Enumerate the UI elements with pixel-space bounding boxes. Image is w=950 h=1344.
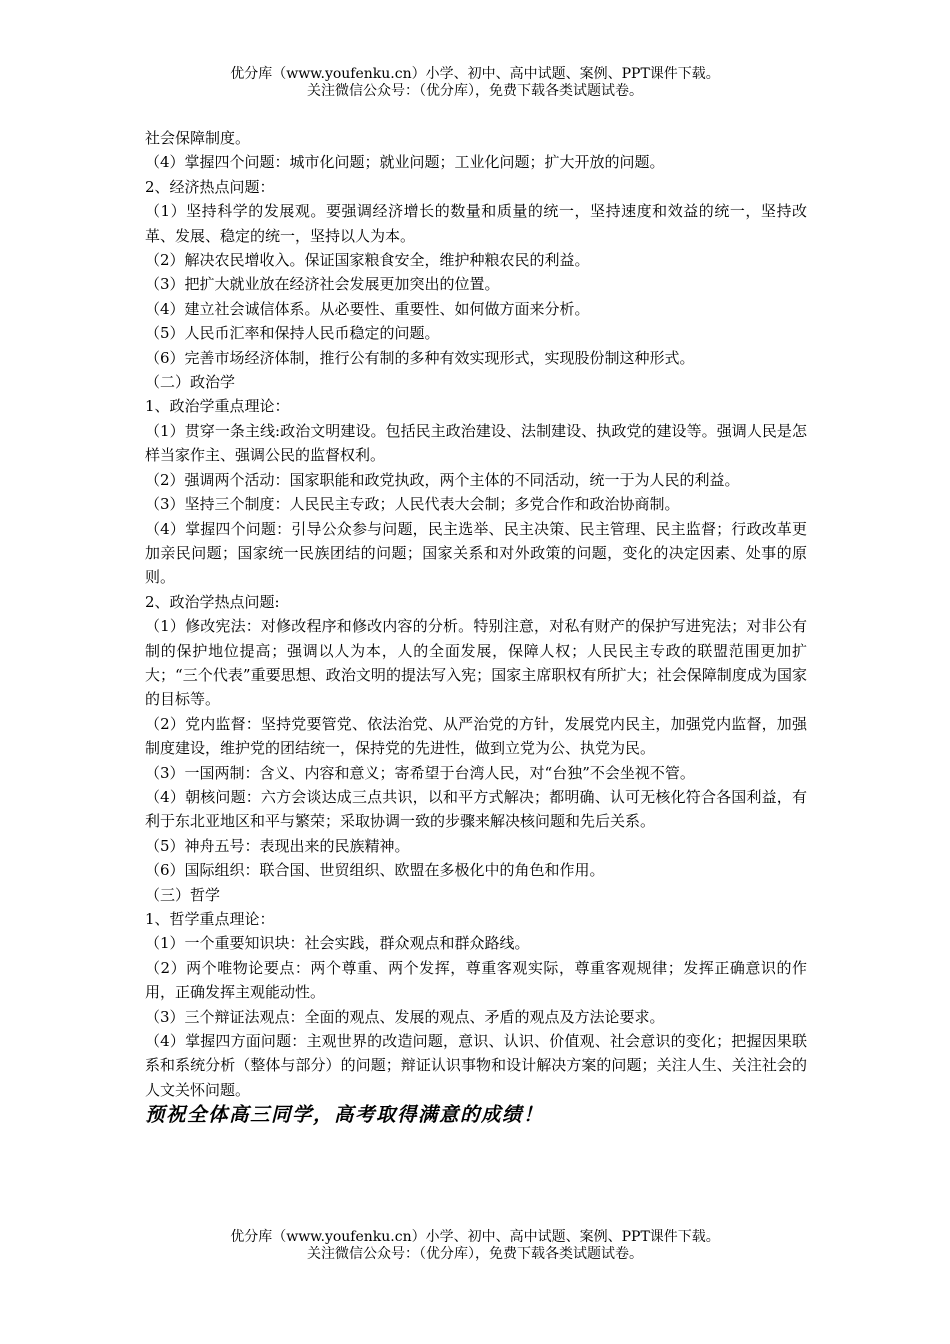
header-line-2: 关注微信公众号：（优分库），免费下载各类试题试卷。 bbox=[307, 83, 643, 99]
page-footer bbox=[0, 1229, 950, 1263]
section-heading: （三）哲学 bbox=[145, 885, 221, 904]
page-header bbox=[0, 66, 950, 100]
paragraph: （1）修改宪法：对修改程序和修改内容的分析。特别注意，对私有财产的保护写进宪法；对非公有制的保护地位提高；强调以人为本，人的全面发展，保障人权；人民民主专政的联盟范围更加扩大；“三个代表”重要思想、政治文明的提法写入宪；国家主席职权有所扩大；社会保障制度成为国家的目标等。 bbox=[145, 617, 807, 709]
paragraph: （1）一个重要知识块：社会实践，群众观点和群众路线。 bbox=[145, 934, 530, 953]
section-heading: 2、政治学热点问题: bbox=[145, 592, 280, 611]
paragraph: （1）贯穿一条主线:政治文明建设。包括民主政治建设、法制建设、执政党的建设等。强调人民是怎样当家作主、强调公民的监督权利。 bbox=[145, 421, 807, 465]
paragraph: （4）掌握四方面问题：主观世界的改造问题，意识、认识、价值观、社会意识的变化；把握因果联系和系统分析（整体与部分）的问题；辩证认识事物和设计解决方案的问题；关注人生、关注社会的人文关怀问题。 bbox=[145, 1032, 807, 1099]
paragraph: （6）完善市场经济体制，推行公有制的多种有效实现形式，实现股份制这种形式。 bbox=[145, 348, 695, 367]
paragraph: （5）人民币汇率和保持人民币稳定的问题。 bbox=[145, 324, 440, 343]
section-heading: 2、经济热点问题： bbox=[145, 177, 275, 196]
paragraph: （3）一国两制：含义、内容和意义；寄希望于台湾人民，对“台独”不会坐视不管。 bbox=[145, 763, 695, 782]
section-heading: 1、政治学重点理论： bbox=[145, 397, 290, 416]
paragraph: （4）建立社会诚信体系。从必要性、重要性、如何做方面来分析。 bbox=[145, 299, 590, 318]
closing-message: 预祝全体高三同学，高考取得满意的成绩！ bbox=[145, 1103, 545, 1127]
header-line-1: 优分库（www.youfenku.cn）小学、初中、高中试题、案例、PPT课件下载。 bbox=[230, 66, 720, 82]
paragraph: （6）国际组织：联合国、世贸组织、欧盟在多极化中的角色和作用。 bbox=[145, 861, 605, 880]
paragraph: （3）三个辩证法观点：全面的观点、发展的观点、矛盾的观点及方法论要求。 bbox=[145, 1007, 665, 1026]
paragraph: 社会保障制度。 bbox=[145, 129, 251, 147]
paragraph: （3）把扩大就业放在经济社会发展更加突出的位置。 bbox=[145, 275, 500, 294]
footer-line-2: 关注微信公众号：（优分库），免费下载各类试题试卷。 bbox=[307, 1246, 643, 1262]
paragraph: （2）两个唯物论要点：两个尊重、两个发挥，尊重客观实际，尊重客观规律；发挥正确意识的作用，正确发挥主观能动性。 bbox=[145, 958, 807, 1002]
paragraph: （5）神舟五号：表现出来的民族精神。 bbox=[145, 836, 410, 855]
section-heading: 1、哲学重点理论： bbox=[145, 910, 275, 928]
paragraph: （4）掌握四个问题：城市化问题；就业问题；工业化问题；扩大开放的问题。 bbox=[145, 153, 665, 172]
paragraph: （2）强调两个活动：国家职能和政党执政，两个主体的不同活动，统一于为人民的利益。 bbox=[145, 470, 740, 489]
paragraph: （1）坚持科学的发展观。要强调经济增长的数量和质量的统一，坚持速度和效益的统一，坚持改革、发展、稳定的统一，坚持以人为本。 bbox=[145, 202, 807, 245]
paragraph: （2）解决农民增收入。保证国家粮食安全，维护种粮农民的利益。 bbox=[145, 251, 590, 270]
paragraph: （4）掌握四个问题：引导公众参与问题，民主选举、民主决策、民主管理、民主监督；行政改革更加亲民问题；国家统一民族团结的问题；国家关系和对外政策的问题，变化的决定因素、处事的原则。 bbox=[145, 519, 807, 587]
section-heading: （二）政治学 bbox=[145, 373, 236, 392]
paragraph: （2）党内监督：坚持党要管党、依法治党、从严治党的方针，发展党内民主，加强党内监督，加强制度建设，维护党的团结统一，保持党的先进性，做到立党为公、执党为民。 bbox=[145, 714, 807, 758]
footer-line-1: 优分库（www.youfenku.cn）小学、初中、高中试题、案例、PPT课件下载。 bbox=[230, 1229, 720, 1245]
paragraph: （3）坚持三个制度：人民民主专政；人民代表大会制；多党合作和政治协商制。 bbox=[145, 495, 680, 514]
document-body bbox=[145, 126, 807, 1128]
paragraph: （4）朝核问题：六方会谈达成三点共识，以和平方式解决；都明确、认可无核化符合各国利益，有利于东北亚地区和平与繁荣；采取协调一致的步骤来解决核问题和先后关系。 bbox=[145, 787, 807, 831]
